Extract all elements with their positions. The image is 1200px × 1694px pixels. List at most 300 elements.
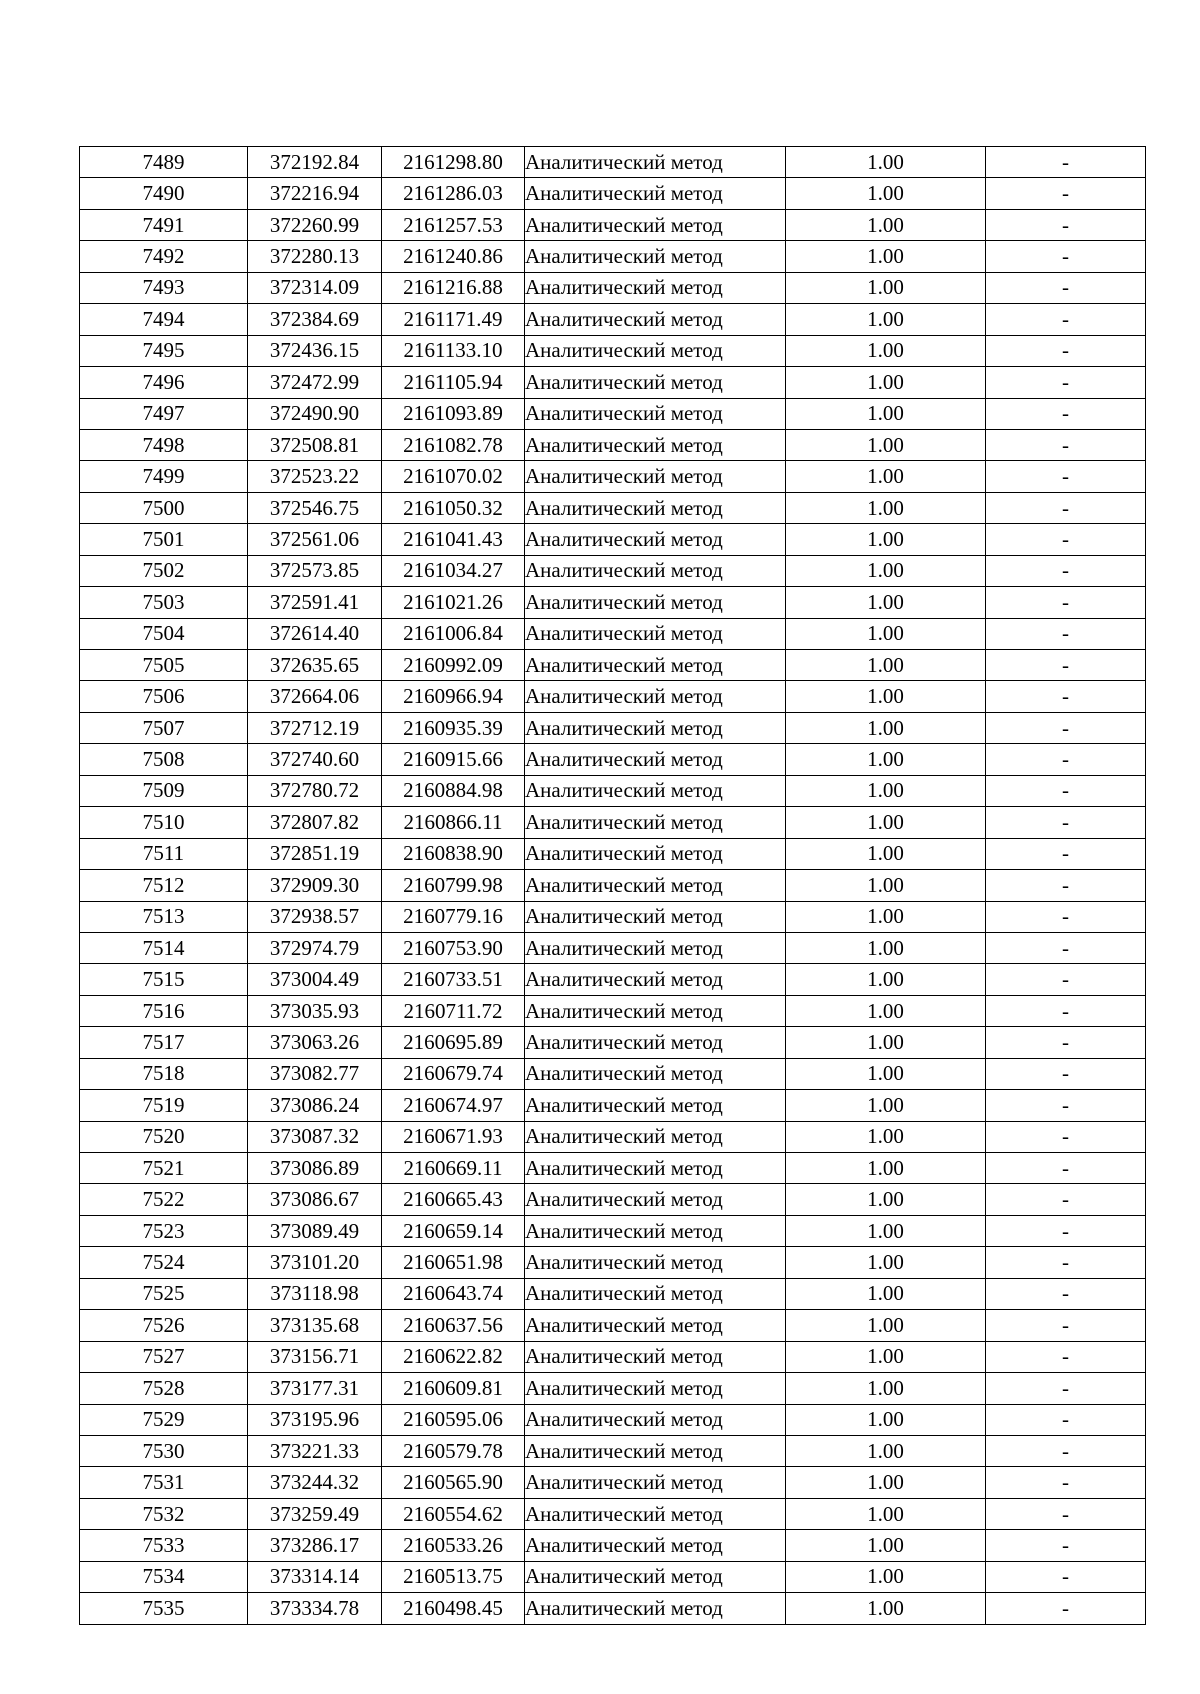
table-row [80,650,1146,681]
table-row [80,1090,1146,1121]
note-cell: - [986,429,1146,460]
method-cell: Аналитический метод [525,1498,786,1529]
y-coordinate-cell: 2160622.82 [382,1341,525,1372]
table-row [80,712,1146,743]
y-coordinate-cell: 2160915.66 [382,744,525,775]
y-coordinate-cell: 2160799.98 [382,870,525,901]
y-coordinate-cell: 2161041.43 [382,524,525,555]
x-coordinate-cell: 373087.32 [248,1121,382,1152]
table-row [80,587,1146,618]
method-cell: Аналитический метод [525,1310,786,1341]
accuracy-cell: 1.00 [786,335,986,366]
method-cell: Аналитический метод [525,398,786,429]
note-cell: - [986,524,1146,555]
point-number-cell: 7510 [80,807,248,838]
note-cell: - [986,492,1146,523]
point-number-cell: 7528 [80,1373,248,1404]
note-cell: - [986,650,1146,681]
note-cell: - [986,744,1146,775]
x-coordinate-cell: 373259.49 [248,1498,382,1529]
y-coordinate-cell: 2160674.97 [382,1090,525,1121]
point-number-cell: 7526 [80,1310,248,1341]
table-row [80,398,1146,429]
y-coordinate-cell: 2161240.86 [382,241,525,272]
y-coordinate-cell: 2161133.10 [382,335,525,366]
accuracy-cell: 1.00 [786,1530,986,1561]
x-coordinate-cell: 373101.20 [248,1247,382,1278]
method-cell: Аналитический метод [525,1561,786,1592]
x-coordinate-cell: 372780.72 [248,775,382,806]
x-coordinate-cell: 372909.30 [248,870,382,901]
point-number-cell: 7514 [80,932,248,963]
table-row [80,932,1146,963]
note-cell: - [986,1184,1146,1215]
method-cell: Аналитический метод [525,304,786,335]
table-row [80,241,1146,272]
method-cell: Аналитический метод [525,995,786,1026]
point-number-cell: 7518 [80,1058,248,1089]
method-cell: Аналитический метод [525,1404,786,1435]
y-coordinate-cell: 2160498.45 [382,1593,525,1624]
accuracy-cell: 1.00 [786,681,986,712]
y-coordinate-cell: 2160565.90 [382,1467,525,1498]
accuracy-cell: 1.00 [786,524,986,555]
note-cell: - [986,241,1146,272]
method-cell: Аналитический метод [525,1058,786,1089]
point-number-cell: 7531 [80,1467,248,1498]
accuracy-cell: 1.00 [786,429,986,460]
point-number-cell: 7511 [80,838,248,869]
method-cell: Аналитический метод [525,901,786,932]
point-number-cell: 7524 [80,1247,248,1278]
x-coordinate-cell: 372591.41 [248,587,382,618]
note-cell: - [986,870,1146,901]
note-cell: - [986,1373,1146,1404]
point-number-cell: 7522 [80,1184,248,1215]
y-coordinate-cell: 2161034.27 [382,555,525,586]
point-number-cell: 7525 [80,1278,248,1309]
method-cell: Аналитический метод [525,1090,786,1121]
note-cell: - [986,681,1146,712]
note-cell: - [986,1121,1146,1152]
x-coordinate-cell: 373082.77 [248,1058,382,1089]
point-number-cell: 7495 [80,335,248,366]
method-cell: Аналитический метод [525,492,786,523]
point-number-cell: 7512 [80,870,248,901]
table-row [80,1247,1146,1278]
y-coordinate-cell: 2160643.74 [382,1278,525,1309]
method-cell: Аналитический метод [525,932,786,963]
accuracy-cell: 1.00 [786,1153,986,1184]
x-coordinate-cell: 373334.78 [248,1593,382,1624]
accuracy-cell: 1.00 [786,995,986,1026]
accuracy-cell: 1.00 [786,838,986,869]
table-row [80,178,1146,209]
point-number-cell: 7517 [80,1027,248,1058]
table-row [80,681,1146,712]
method-cell: Аналитический метод [525,1278,786,1309]
table-row [80,744,1146,775]
point-number-cell: 7498 [80,429,248,460]
y-coordinate-cell: 2160554.62 [382,1498,525,1529]
y-coordinate-cell: 2161093.89 [382,398,525,429]
accuracy-cell: 1.00 [786,461,986,492]
point-number-cell: 7504 [80,618,248,649]
point-number-cell: 7503 [80,587,248,618]
note-cell: - [986,147,1146,178]
x-coordinate-cell: 372472.99 [248,367,382,398]
method-cell: Аналитический метод [525,1027,786,1058]
x-coordinate-cell: 372216.94 [248,178,382,209]
point-number-cell: 7516 [80,995,248,1026]
note-cell: - [986,1498,1146,1529]
table-row [80,1027,1146,1058]
note-cell: - [986,901,1146,932]
table-row [80,1561,1146,1592]
y-coordinate-cell: 2160992.09 [382,650,525,681]
note-cell: - [986,555,1146,586]
table-row [80,461,1146,492]
note-cell: - [986,335,1146,366]
note-cell: - [986,1310,1146,1341]
x-coordinate-cell: 373135.68 [248,1310,382,1341]
x-coordinate-cell: 372192.84 [248,147,382,178]
point-number-cell: 7489 [80,147,248,178]
method-cell: Аналитический метод [525,1530,786,1561]
accuracy-cell: 1.00 [786,1593,986,1624]
point-number-cell: 7500 [80,492,248,523]
table-row [80,524,1146,555]
method-cell: Аналитический метод [525,1373,786,1404]
method-cell: Аналитический метод [525,1247,786,1278]
accuracy-cell: 1.00 [786,964,986,995]
table-row [80,618,1146,649]
x-coordinate-cell: 372851.19 [248,838,382,869]
table-row [80,1058,1146,1089]
point-number-cell: 7506 [80,681,248,712]
table-row [80,555,1146,586]
table-row [80,870,1146,901]
coordinates-table-body [80,147,1146,1625]
table-row [80,964,1146,995]
x-coordinate-cell: 372740.60 [248,744,382,775]
x-coordinate-cell: 372573.85 [248,555,382,586]
accuracy-cell: 1.00 [786,147,986,178]
accuracy-cell: 1.00 [786,1467,986,1498]
accuracy-cell: 1.00 [786,555,986,586]
point-number-cell: 7530 [80,1435,248,1466]
x-coordinate-cell: 372561.06 [248,524,382,555]
x-coordinate-cell: 372490.90 [248,398,382,429]
y-coordinate-cell: 2160695.89 [382,1027,525,1058]
point-number-cell: 7494 [80,304,248,335]
y-coordinate-cell: 2160753.90 [382,932,525,963]
accuracy-cell: 1.00 [786,1373,986,1404]
accuracy-cell: 1.00 [786,807,986,838]
note-cell: - [986,209,1146,240]
point-number-cell: 7523 [80,1215,248,1246]
method-cell: Аналитический метод [525,681,786,712]
y-coordinate-cell: 2160838.90 [382,838,525,869]
y-coordinate-cell: 2160733.51 [382,964,525,995]
point-number-cell: 7521 [80,1153,248,1184]
accuracy-cell: 1.00 [786,1027,986,1058]
method-cell: Аналитический метод [525,429,786,460]
note-cell: - [986,587,1146,618]
table-row [80,1593,1146,1624]
y-coordinate-cell: 2161171.49 [382,304,525,335]
x-coordinate-cell: 372614.40 [248,618,382,649]
note-cell: - [986,272,1146,303]
x-coordinate-cell: 372260.99 [248,209,382,240]
note-cell: - [986,932,1146,963]
table-row [80,775,1146,806]
y-coordinate-cell: 2160637.56 [382,1310,525,1341]
method-cell: Аналитический метод [525,1341,786,1372]
x-coordinate-cell: 373177.31 [248,1373,382,1404]
y-coordinate-cell: 2161105.94 [382,367,525,398]
point-number-cell: 7499 [80,461,248,492]
x-coordinate-cell: 372436.15 [248,335,382,366]
method-cell: Аналитический метод [525,587,786,618]
note-cell: - [986,1561,1146,1592]
accuracy-cell: 1.00 [786,1435,986,1466]
note-cell: - [986,1278,1146,1309]
method-cell: Аналитический метод [525,241,786,272]
y-coordinate-cell: 2161298.80 [382,147,525,178]
note-cell: - [986,1058,1146,1089]
point-number-cell: 7535 [80,1593,248,1624]
y-coordinate-cell: 2160595.06 [382,1404,525,1435]
accuracy-cell: 1.00 [786,932,986,963]
table-row [80,1310,1146,1341]
y-coordinate-cell: 2160533.26 [382,1530,525,1561]
method-cell: Аналитический метод [525,807,786,838]
table-row [80,367,1146,398]
x-coordinate-cell: 372807.82 [248,807,382,838]
y-coordinate-cell: 2160679.74 [382,1058,525,1089]
method-cell: Аналитический метод [525,650,786,681]
x-coordinate-cell: 373314.14 [248,1561,382,1592]
note-cell: - [986,178,1146,209]
method-cell: Аналитический метод [525,744,786,775]
y-coordinate-cell: 2160935.39 [382,712,525,743]
point-number-cell: 7527 [80,1341,248,1372]
table-row [80,1404,1146,1435]
y-coordinate-cell: 2160579.78 [382,1435,525,1466]
note-cell: - [986,995,1146,1026]
note-cell: - [986,367,1146,398]
point-number-cell: 7502 [80,555,248,586]
y-coordinate-cell: 2161021.26 [382,587,525,618]
method-cell: Аналитический метод [525,461,786,492]
point-number-cell: 7534 [80,1561,248,1592]
y-coordinate-cell: 2161070.02 [382,461,525,492]
y-coordinate-cell: 2160671.93 [382,1121,525,1152]
point-number-cell: 7505 [80,650,248,681]
method-cell: Аналитический метод [525,178,786,209]
accuracy-cell: 1.00 [786,209,986,240]
y-coordinate-cell: 2160669.11 [382,1153,525,1184]
table-row [80,429,1146,460]
table-row [80,1215,1146,1246]
point-number-cell: 7515 [80,964,248,995]
accuracy-cell: 1.00 [786,1215,986,1246]
accuracy-cell: 1.00 [786,1058,986,1089]
accuracy-cell: 1.00 [786,398,986,429]
method-cell: Аналитический метод [525,1153,786,1184]
y-coordinate-cell: 2161050.32 [382,492,525,523]
point-number-cell: 7496 [80,367,248,398]
table-row [80,492,1146,523]
method-cell: Аналитический метод [525,1184,786,1215]
method-cell: Аналитический метод [525,209,786,240]
x-coordinate-cell: 373244.32 [248,1467,382,1498]
table-row [80,1435,1146,1466]
table-row [80,1530,1146,1561]
table-row [80,807,1146,838]
accuracy-cell: 1.00 [786,712,986,743]
accuracy-cell: 1.00 [786,1247,986,1278]
accuracy-cell: 1.00 [786,272,986,303]
point-number-cell: 7533 [80,1530,248,1561]
method-cell: Аналитический метод [525,147,786,178]
point-number-cell: 7492 [80,241,248,272]
x-coordinate-cell: 372974.79 [248,932,382,963]
method-cell: Аналитический метод [525,870,786,901]
y-coordinate-cell: 2161082.78 [382,429,525,460]
y-coordinate-cell: 2161286.03 [382,178,525,209]
table-row [80,1467,1146,1498]
method-cell: Аналитический метод [525,964,786,995]
coordinates-table [79,146,1146,1625]
x-coordinate-cell: 372384.69 [248,304,382,335]
x-coordinate-cell: 372664.06 [248,681,382,712]
method-cell: Аналитический метод [525,555,786,586]
note-cell: - [986,1027,1146,1058]
accuracy-cell: 1.00 [786,870,986,901]
y-coordinate-cell: 2160884.98 [382,775,525,806]
note-cell: - [986,1247,1146,1278]
accuracy-cell: 1.00 [786,304,986,335]
x-coordinate-cell: 373035.93 [248,995,382,1026]
note-cell: - [986,775,1146,806]
note-cell: - [986,618,1146,649]
accuracy-cell: 1.00 [786,1561,986,1592]
table-row [80,304,1146,335]
method-cell: Аналитический метод [525,1215,786,1246]
x-coordinate-cell: 372508.81 [248,429,382,460]
method-cell: Аналитический метод [525,1467,786,1498]
table-row [80,209,1146,240]
x-coordinate-cell: 373063.26 [248,1027,382,1058]
x-coordinate-cell: 373004.49 [248,964,382,995]
y-coordinate-cell: 2160711.72 [382,995,525,1026]
note-cell: - [986,807,1146,838]
y-coordinate-cell: 2160651.98 [382,1247,525,1278]
x-coordinate-cell: 373086.89 [248,1153,382,1184]
accuracy-cell: 1.00 [786,650,986,681]
note-cell: - [986,1467,1146,1498]
note-cell: - [986,304,1146,335]
method-cell: Аналитический метод [525,1121,786,1152]
point-number-cell: 7513 [80,901,248,932]
table-row [80,1184,1146,1215]
note-cell: - [986,1530,1146,1561]
accuracy-cell: 1.00 [786,1121,986,1152]
accuracy-cell: 1.00 [786,901,986,932]
note-cell: - [986,838,1146,869]
note-cell: - [986,1153,1146,1184]
y-coordinate-cell: 2161257.53 [382,209,525,240]
accuracy-cell: 1.00 [786,587,986,618]
point-number-cell: 7529 [80,1404,248,1435]
accuracy-cell: 1.00 [786,1310,986,1341]
accuracy-cell: 1.00 [786,1090,986,1121]
accuracy-cell: 1.00 [786,492,986,523]
accuracy-cell: 1.00 [786,178,986,209]
note-cell: - [986,398,1146,429]
accuracy-cell: 1.00 [786,744,986,775]
accuracy-cell: 1.00 [786,1498,986,1529]
method-cell: Аналитический метод [525,1593,786,1624]
x-coordinate-cell: 373089.49 [248,1215,382,1246]
x-coordinate-cell: 372635.65 [248,650,382,681]
method-cell: Аналитический метод [525,1435,786,1466]
table-row [80,272,1146,303]
y-coordinate-cell: 2160779.16 [382,901,525,932]
accuracy-cell: 1.00 [786,1341,986,1372]
point-number-cell: 7501 [80,524,248,555]
y-coordinate-cell: 2160513.75 [382,1561,525,1592]
x-coordinate-cell: 372523.22 [248,461,382,492]
point-number-cell: 7497 [80,398,248,429]
note-cell: - [986,1215,1146,1246]
point-number-cell: 7507 [80,712,248,743]
y-coordinate-cell: 2161006.84 [382,618,525,649]
x-coordinate-cell: 373086.67 [248,1184,382,1215]
x-coordinate-cell: 373156.71 [248,1341,382,1372]
point-number-cell: 7493 [80,272,248,303]
method-cell: Аналитический метод [525,272,786,303]
note-cell: - [986,1435,1146,1466]
table-row [80,1341,1146,1372]
table-row [80,1153,1146,1184]
y-coordinate-cell: 2161216.88 [382,272,525,303]
method-cell: Аналитический метод [525,335,786,366]
accuracy-cell: 1.00 [786,1184,986,1215]
x-coordinate-cell: 373086.24 [248,1090,382,1121]
note-cell: - [986,712,1146,743]
x-coordinate-cell: 373118.98 [248,1278,382,1309]
table-row [80,147,1146,178]
x-coordinate-cell: 373195.96 [248,1404,382,1435]
point-number-cell: 7519 [80,1090,248,1121]
note-cell: - [986,1341,1146,1372]
y-coordinate-cell: 2160866.11 [382,807,525,838]
x-coordinate-cell: 373221.33 [248,1435,382,1466]
method-cell: Аналитический метод [525,712,786,743]
point-number-cell: 7490 [80,178,248,209]
table-row [80,901,1146,932]
x-coordinate-cell: 372938.57 [248,901,382,932]
table-row [80,1373,1146,1404]
table-row [80,1278,1146,1309]
accuracy-cell: 1.00 [786,241,986,272]
x-coordinate-cell: 372546.75 [248,492,382,523]
note-cell: - [986,964,1146,995]
method-cell: Аналитический метод [525,838,786,869]
